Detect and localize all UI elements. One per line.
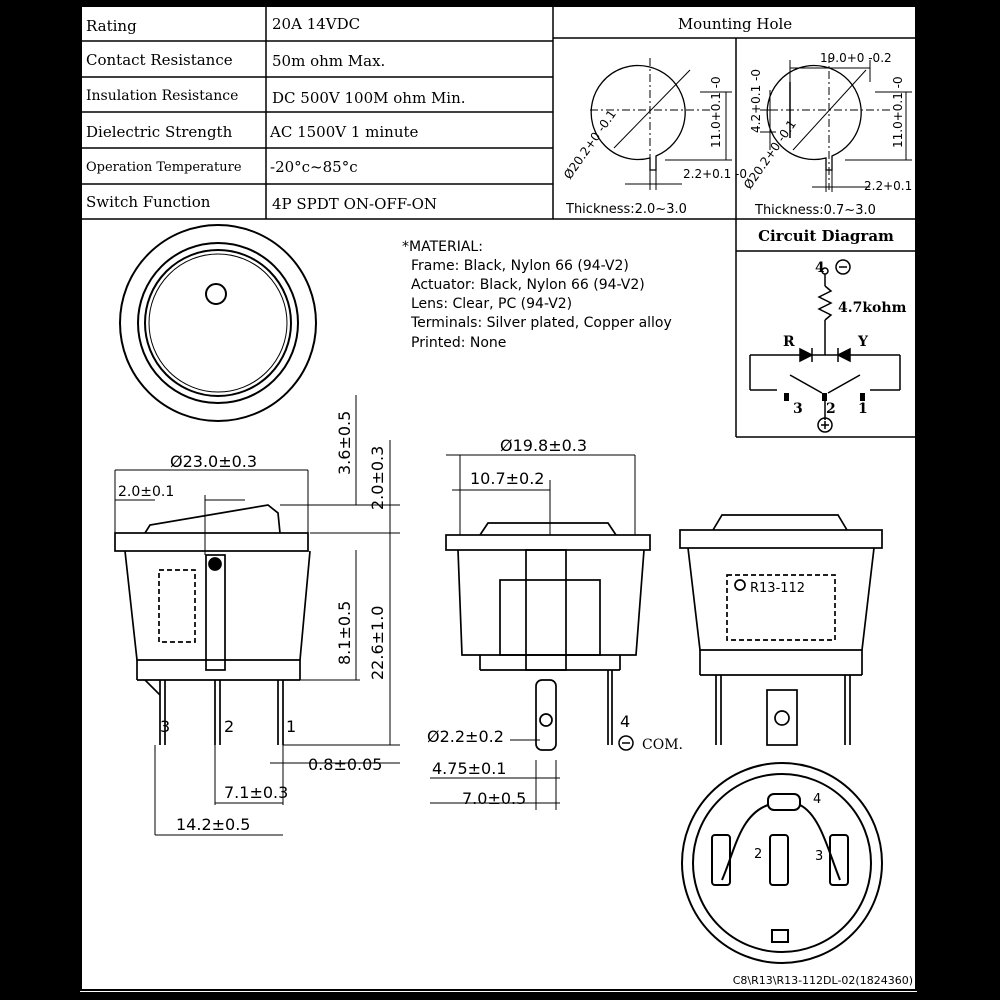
dim-actuator-height: 3.6±0.5 xyxy=(335,410,354,475)
circuit-pin-2: 2 xyxy=(826,401,836,417)
circuit-terminals xyxy=(784,393,865,401)
circuit-pin-1: 1 xyxy=(858,401,868,417)
resistor-value: 4.7kohm xyxy=(838,300,907,316)
dim-terminal-width: 4.75±0.1 xyxy=(432,759,507,778)
dim-dia-outer: Ø23.0±0.3 xyxy=(170,452,258,471)
model-mark: R13-112 xyxy=(750,581,806,596)
spec-value-2: DC 500V 100M ohm Min. xyxy=(272,89,466,107)
spec-value-3: AC 1500V 1 minute xyxy=(270,123,419,141)
dim-half-width: 10.7±0.2 xyxy=(470,469,545,488)
spec-value-4: -20°c~85°c xyxy=(270,158,358,176)
hole2-width: 19.0+0 -0.2 xyxy=(820,51,892,65)
spec-label-2: Insulation Resistance xyxy=(86,88,239,104)
hole2-w: 2.2+0.1 -0 xyxy=(864,179,929,193)
circuit-pin-3: 3 xyxy=(793,401,803,417)
hole2-height: 11.0+0.1 -0 xyxy=(891,76,905,148)
dim-terminal-thickness: 0.8±0.05 xyxy=(308,755,383,774)
hole1-thickness: Thickness:2.0~3.0 xyxy=(566,202,687,217)
material-heading: *MATERIAL: xyxy=(402,239,483,255)
spec-label-0: Rating xyxy=(86,17,137,35)
drawing-sheet xyxy=(80,5,929,992)
com-label: COM. xyxy=(642,737,683,753)
top-view xyxy=(120,225,316,421)
dim-flange: 2.0±0.3 xyxy=(368,445,387,510)
hole2-dia: Ø20.2+0 -0.1 xyxy=(740,117,799,192)
material-line-1: Actuator: Black, Nylon 66 (94-V2) xyxy=(411,277,645,293)
side-pin-1: 1 xyxy=(286,717,297,736)
dim-body: 8.1±0.5 xyxy=(335,600,354,665)
side-view-rear xyxy=(680,515,882,745)
spec-value-0: 20A 14VDC xyxy=(272,15,361,33)
spec-label-3: Dielectric Strength xyxy=(86,123,233,141)
dim-terminal-hole: Ø2.2±0.2 xyxy=(427,727,504,746)
dim-span: 14.2±0.5 xyxy=(176,815,251,834)
hole1-width: 2.2+0.1 -0 xyxy=(683,167,748,181)
hole1-dia: Ø20.2+0 -0.1 xyxy=(560,107,619,182)
dim-lip: 2.0±0.1 xyxy=(118,484,175,500)
mounting-hole-title: Mounting Hole xyxy=(677,15,793,33)
circuit-pin-4: 4 xyxy=(815,260,825,276)
hole2-thickness: Thickness:0.7~3.0 xyxy=(755,203,876,218)
drawing-code: C8\R13\R13-112DL-02(1824360) xyxy=(732,974,913,987)
dim-pitch: 7.1±0.3 xyxy=(224,783,289,802)
bottom-pin-4: 4 xyxy=(813,792,822,807)
led-label-r: R xyxy=(783,334,795,350)
com-pin-number: 4 xyxy=(620,712,631,731)
dim-body-width: Ø19.8±0.3 xyxy=(500,436,588,455)
circuit-schematic xyxy=(750,260,900,432)
material-line-3: Terminals: Silver plated, Copper alloy xyxy=(411,315,672,331)
led-label-y: Y xyxy=(858,334,868,350)
side-pin-2: 2 xyxy=(224,717,235,736)
dim-terminal-length: 7.0±0.5 xyxy=(462,789,527,808)
bottom-pin-2: 2 xyxy=(754,847,763,862)
spec-label-4: Operation Temperature xyxy=(86,160,242,175)
spec-label-1: Contact Resistance xyxy=(86,51,233,69)
hole1-height: 11.0+0.1 -0 xyxy=(709,76,723,148)
bottom-pin-3: 3 xyxy=(815,849,824,864)
circuit-title: Circuit Diagram xyxy=(758,227,894,245)
technical-drawing xyxy=(80,5,929,992)
material-line-4: Printed: None xyxy=(411,335,507,351)
dim-total: 22.6±1.0 xyxy=(368,605,387,680)
spec-value-1: 50m ohm Max. xyxy=(272,52,386,70)
hole2-notch: 4.2+0.1 -0 xyxy=(749,68,763,133)
spec-value-5: 4P SPDT ON-OFF-ON xyxy=(272,195,437,213)
material-line-0: Frame: Black, Nylon 66 (94-V2) xyxy=(411,258,629,274)
side-view-front xyxy=(115,505,310,745)
spec-label-5: Switch Function xyxy=(86,193,211,211)
bottom-view xyxy=(682,763,882,963)
material-line-2: Lens: Clear, PC (94-V2) xyxy=(411,296,573,312)
side-pin-3: 3 xyxy=(160,717,171,736)
